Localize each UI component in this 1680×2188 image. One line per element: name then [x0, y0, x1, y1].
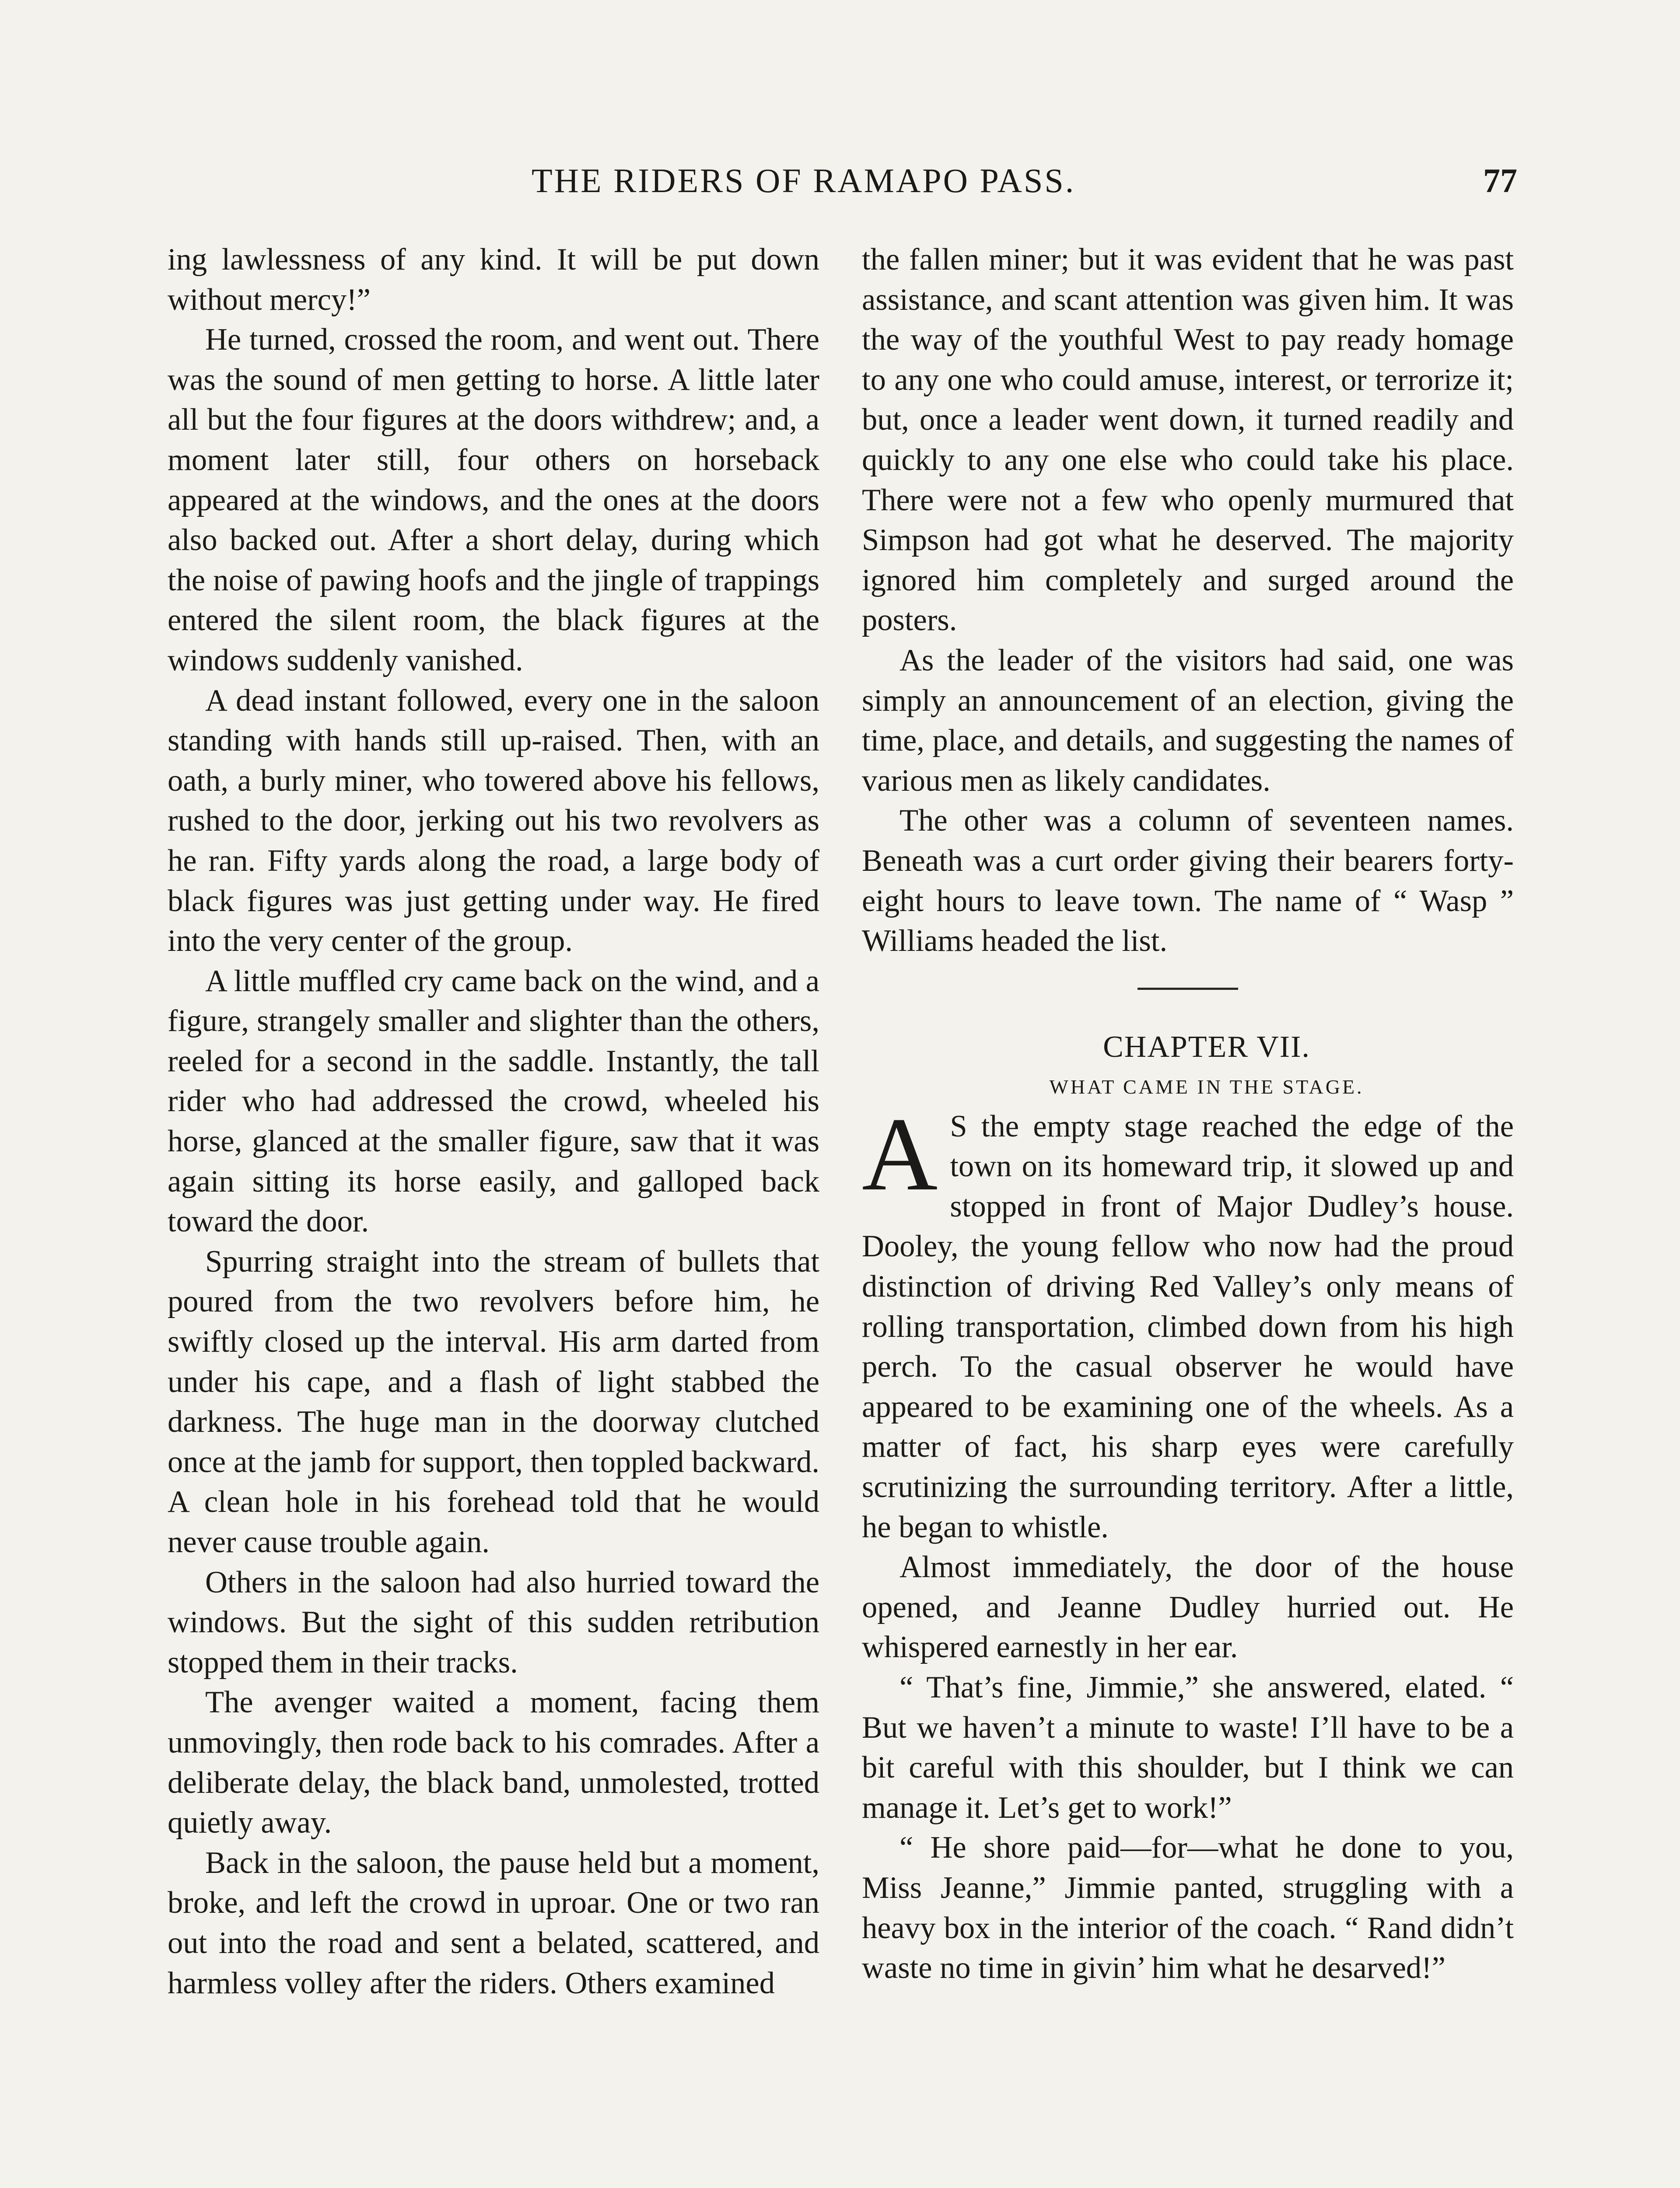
- chapter-subtitle: WHAT CAME IN THE STAGE.: [1049, 1075, 1364, 1098]
- chapter-title: CHAPTER VII.: [1103, 1030, 1310, 1064]
- paragraph: “ That’s fine, Jimmie,” she answered, elated. “ But we haven’t a minute to waste! I’ll have to be a bit careful with this shoulder, but I think we can manage it. Let’s get to work!”: [862, 1670, 1514, 1825]
- paragraph: Spurring straight into the stream of bullets that poured from the two revolvers before him, he swiftly closed up the interval. His arm darted from under his cape, and a flash of light stabbed the darkness. The huge man in the doorway clutched once at the jamb for support, then toppled backward. A clean hole in his forehead told that he would never cause trouble again.: [168, 1244, 819, 1559]
- paragraph: The avenger waited a moment, facing them unmovingly, then rode back to his comrades. After a deliberate delay, the black band, unmolested, trotted quietly away.: [168, 1685, 819, 1840]
- opening-text: S the empty stage reached the edge of the town on its homeward trip, it slowed up and stopped in front of Major Dudley’s house. Dooley, the young fellow who now had the proud distinction of driving Red Valley’s only means of rolling transportation, climbed down from his high perch. To the casual observer he would have appeared to be examining one of the wheels. As a matter of fact, his sharp eyes were carefully scrutinizing the surrounding territory. After a little, he began to whistle.: [862, 1109, 1514, 1544]
- left-column: [168, 240, 819, 2003]
- paragraph: As the leader of the visitors had said, one was simply an announcement of an election, giving the time, place, and details, and suggesting the names of various men as likely candidates.: [862, 643, 1514, 798]
- paragraph: Back in the saloon, the pause held but a moment, broke, and left the crowd in uproar. One or two ran out into the road and sent a belated, scattered, and harmless volley after the riders. Others examined: [168, 1845, 819, 2000]
- right-column: [862, 240, 1514, 1988]
- chapter-opening-paragraph: [862, 1095, 1514, 1548]
- section-divider: [1138, 988, 1238, 990]
- paragraph: He turned, crossed the room, and went out. There was the sound of men getting to horse. A little later all but the four figures at the doors withdrew; and, a moment later still, four others on horseback appeared at the windows, and the ones at the doors also backed out. After a short delay, during which the noise of pawing hoofs and the jingle of trappings entered the silent room, the black figures at the windows suddenly vanished.: [168, 323, 819, 677]
- page-number: 77: [1483, 161, 1517, 200]
- paragraph: The other was a column of seventeen names. Beneath was a curt order giving their bearers forty-eight hours to leave town. The name of “ Wasp ” Williams headed the list.: [862, 803, 1514, 958]
- paragraph: A dead instant followed, every one in the saloon standing with hands still up-raised. Then, with an oath, a burly miner, who towered above his fellows, rushed to the door, jerking out his two revolvers as he ran. Fifty yards along the road, a large body of black figures was just getting under way. He fired into the very center of the group.: [168, 683, 819, 958]
- paragraph: “ He shore paid—for—what he done to you, Miss Jeanne,” Jimmie panted, struggling with a heavy box in the interior of the coach. “ Rand didn’t waste no time in givin’ him what he desarved!”: [862, 1830, 1514, 1985]
- paragraph: A little muffled cry came back on the wind, and a figure, strangely smaller and slighter than the others, reeled for a second in the saddle. Instantly, the tall rider who had addressed the crowd, wheeled his horse, glanced at the smaller figure, saw that it was again sitting its horse easily, and galloped back toward the door.: [168, 964, 819, 1239]
- paragraph: Others in the saloon had also hurried toward the windows. But the sight of this sudden retribution stopped them in their tracks.: [168, 1565, 819, 1680]
- paragraph: the fallen miner; but it was evident that he was past assistance, and scant attention was given him. It was the way of the youthful West to pay ready homage to any one who could amuse, interest, or terrorize it; but, once a leader went down, it turned readily and quickly to any one else who could take his place. There were not a few who openly murmured that Simpson had got what he deserved. The majority ignored him completely and surged around the posters.: [862, 242, 1514, 638]
- paragraph: ing lawlessness of any kind. It will be put down without mercy!”: [168, 242, 819, 317]
- drop-cap: A: [862, 1095, 938, 1212]
- paragraph: Almost immediately, the door of the house opened, and Jeanne Dudley hurried out. He whispered earnestly in her ear.: [862, 1550, 1514, 1665]
- running-title: THE RIDERS OF RAMAPO PASS.: [532, 161, 1076, 200]
